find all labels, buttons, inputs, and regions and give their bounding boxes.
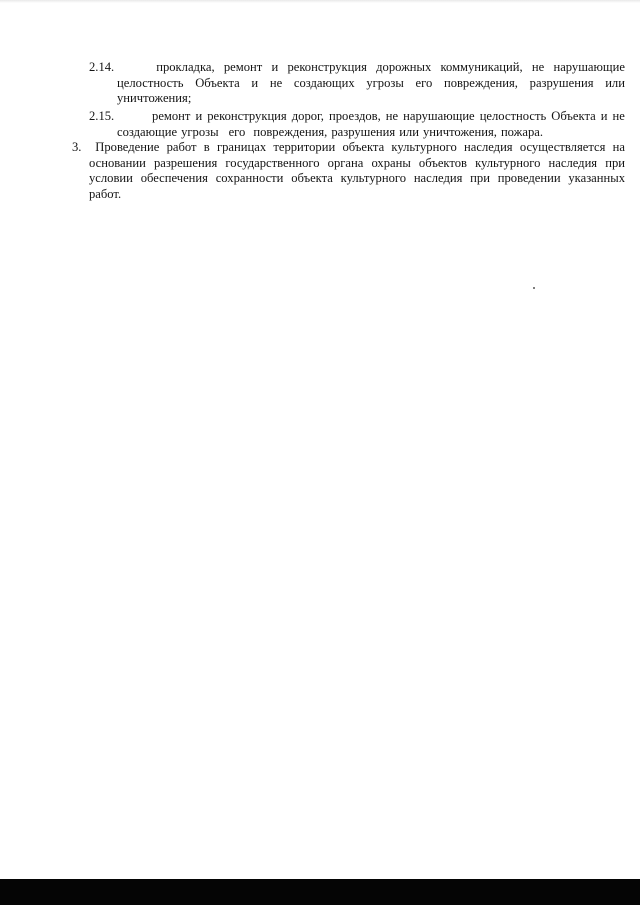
word: в <box>203 140 210 154</box>
item-line <box>72 187 625 203</box>
item-line <box>89 109 625 125</box>
word: реконструкция <box>207 109 287 123</box>
word: при <box>605 155 625 170</box>
word: наследия <box>464 140 513 154</box>
word: условии <box>89 171 133 185</box>
word: разрешения <box>153 155 218 170</box>
word: его <box>228 124 246 139</box>
word: создающих <box>293 75 355 90</box>
word: осуществляется <box>519 140 606 154</box>
word: разрушения <box>529 75 594 90</box>
word: и <box>251 75 259 90</box>
word: Проведение <box>95 140 160 154</box>
word: на <box>612 140 625 154</box>
word: и <box>271 60 279 74</box>
word: или <box>605 75 625 90</box>
word: и <box>195 109 203 123</box>
word: при <box>470 171 490 185</box>
word: наследия <box>548 155 598 170</box>
word: дорог, <box>291 109 324 123</box>
word: основании <box>89 155 146 170</box>
word: и <box>600 109 608 123</box>
word: охраны <box>371 155 411 170</box>
word: объектов <box>418 155 467 170</box>
word: Объекта <box>551 109 596 123</box>
word: уничтожения; <box>117 91 192 105</box>
word: обеспечения <box>140 171 208 185</box>
word: целостность <box>117 75 184 90</box>
word: не <box>385 109 399 123</box>
word: работ <box>166 140 197 154</box>
item-number: 3. <box>72 140 82 154</box>
word: создающие <box>117 124 178 139</box>
word: культурного <box>391 140 457 154</box>
list-item-2-15 <box>89 109 625 140</box>
word: целостность <box>479 109 547 123</box>
word: его <box>415 75 433 90</box>
item-line <box>89 76 625 92</box>
word: уничтожения, <box>422 124 497 139</box>
word: работ. <box>89 186 122 201</box>
word: Объекта <box>195 75 240 90</box>
word: государственного <box>225 155 320 170</box>
word: дорожных <box>376 60 432 74</box>
word: объекта <box>291 171 333 185</box>
word: указанных <box>568 171 625 185</box>
word: сохранности <box>215 171 284 185</box>
scan-edge <box>0 0 640 3</box>
word: культурного <box>340 171 407 185</box>
word: ремонт <box>223 60 263 74</box>
list-item-2-14 <box>89 60 625 107</box>
word: наследия <box>413 171 463 185</box>
item-line <box>89 91 625 107</box>
word: не <box>269 75 283 90</box>
item-number: 2.15. <box>89 109 115 123</box>
item-line <box>72 156 625 172</box>
scan-bottom-band <box>0 879 640 905</box>
word: пожара. <box>500 124 543 139</box>
item-line <box>89 125 625 141</box>
word: повреждения, <box>443 75 518 90</box>
word: границах <box>216 140 267 154</box>
item-line <box>89 60 625 76</box>
word: нарушающие <box>553 60 625 74</box>
word: проведении <box>497 171 561 185</box>
word: реконструкция <box>287 60 367 74</box>
word: угрозы <box>366 75 404 90</box>
word: органа <box>327 155 364 170</box>
word: не <box>531 60 545 74</box>
word: культурного <box>475 155 541 170</box>
word: территории <box>273 140 336 154</box>
word: разрушения <box>331 124 396 139</box>
word: коммуникаций, <box>440 60 523 74</box>
word: повреждения, <box>253 124 328 139</box>
word: проездов, <box>328 109 381 123</box>
word: не <box>612 109 625 123</box>
word: или <box>399 124 419 139</box>
item-line <box>72 171 625 187</box>
word: ремонт <box>152 109 191 123</box>
scan-speck <box>533 287 535 289</box>
word: нарушающие <box>403 109 475 123</box>
item-line <box>72 140 625 156</box>
word: прокладка, <box>156 60 215 74</box>
word: угрозы <box>181 124 219 139</box>
list-item-3 <box>72 140 625 202</box>
item-number: 2.14. <box>89 60 115 74</box>
word: объекта <box>342 140 385 154</box>
